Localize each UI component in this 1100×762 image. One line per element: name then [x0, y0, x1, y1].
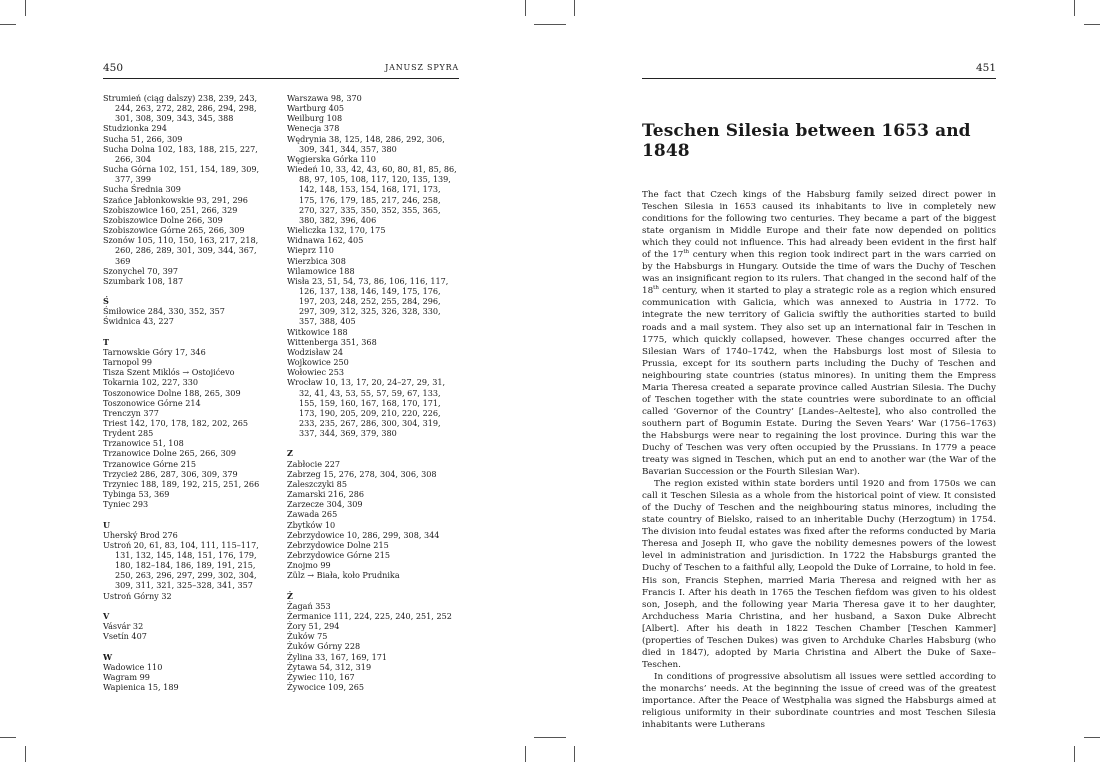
- index-gap: [103, 601, 273, 611]
- paragraph-text: The region existed within state borders until 1920 and from 1750s we can call it Teschen Silesia as a whole from the historical point of view. It consisted of the Duchy of Teschen and the neighbouring status minores, including the state country of Bielsko, raised to an inheritable Duchy (Herzogtum) in 1754. The division into feudal estates was fixed after the reforms conducted by Maria Theresa and Joseph II, who gave the nobility demesnes powers of the lowest level in administration and jurisdiction. In 1722 the Habsburgs granted the Duchy of Teschen to a faithful ally, Leopold the Duke of Lorraine, to hold in fee. His son, Francis Stephen, married Maria Theresa and reigned with her as Francis I. After his death in 1765 the Teschen fiefdom was given to his oldest son, Joseph, and the following year Maria Theresa gave it to her daughter, Archduchess Maria Christina, and her husband, a Saxon Duke Albrecht [Albert]. After his death in 1822 Teschen Chamber [Teschen Kammer] (properties of Teschen Dukes) was given to Archduke Charles Habsburg (who died in 1847), adopted by Maria Christina and Albert the Duke of Saxe–Teschen.: [642, 479, 996, 670]
- index-entry: Vásvár 32: [103, 621, 144, 632]
- index-entry: Tarnopol 99: [103, 357, 153, 368]
- index-entry: Szobiszowice 160, 251, 266, 329: [103, 204, 238, 215]
- index-letter-heading: W: [103, 651, 113, 662]
- crop-mark: [0, 24, 16, 25]
- index-entry: Wojkowice 250: [287, 357, 349, 368]
- index-entry: Trzyniec 188, 189, 192, 215, 251, 266: [103, 478, 260, 489]
- index-entry: Szonychel 70, 397: [103, 265, 179, 276]
- index-entry: Tyniec 293: [103, 499, 149, 510]
- index-entry: Trzycież 286, 287, 306, 309, 379: [103, 468, 238, 479]
- index-entry: Świdnica 43, 227: [103, 316, 174, 327]
- index-gap: [103, 641, 273, 651]
- body-paragraph: [642, 671, 996, 731]
- index-entry: Żylina 33, 167, 169, 171: [287, 651, 388, 662]
- index-entry: Żywiec 110, 167: [287, 671, 355, 682]
- index-entry: Wisła 23, 51, 54, 73, 86, 106, 116, 117, 126, 137, 138, 146, 149, 175, 176, 197, 203, 248, 252, 255, 284, 296, 297, 309, 312, 325, 326, 328, 330, 357, 388, 405: [287, 275, 449, 327]
- index-entry: Trzanowice Dolne 265, 266, 309: [103, 448, 237, 459]
- crop-mark: [1074, 746, 1075, 762]
- index-entry: Żuków Górny 228: [287, 641, 361, 652]
- index-entry: Witkowice 188: [287, 326, 348, 337]
- index-entry: Węgierska Górka 110: [287, 153, 376, 164]
- index-entry: Wittenberga 351, 368: [287, 336, 377, 347]
- index-column-2: [287, 93, 459, 692]
- index-entry: Zamarski 216, 286: [287, 489, 365, 500]
- index-entry: Ustroń 20, 61, 83, 104, 111, 115–117, 131, 132, 145, 148, 151, 176, 179, 180, 182–184, 186, 189, 191, 215, 250, 263, 296, 297, 299, 302, 304, 309, 311, 321, 325–328, 341, 357: [103, 539, 259, 591]
- index-entry: Wagram 99: [103, 671, 150, 682]
- paragraph-text: The fact that Czech kings of the Habsburg family seized direct power in Teschen Silesia in 1653 caused its inhabitants to live in completely new conditions for the following two centuries. They became a part of the biggest state organism in Middle Europe and their fate now depended on politics which they could not influence. This had already been evident in the first half of the 17: [642, 190, 996, 261]
- crop-mark: [525, 0, 526, 16]
- index-entry: Zebrzydowice Górne 215: [287, 550, 390, 561]
- index-entry: Zülz → Biała, koło Prudnika: [287, 570, 400, 581]
- left-page-header-area: [103, 62, 459, 79]
- index-entry: Wapienica 15, 189: [103, 681, 179, 692]
- chapter-title: Teschen Silesia between 1653 and 1848: [642, 121, 971, 161]
- index-entry: Toszonowice Górne 214: [103, 397, 201, 408]
- index-entry: Tisza Szent Miklós → Ostojićevo: [103, 367, 235, 378]
- index-entry: Żagań 353: [287, 600, 331, 611]
- index-letter-heading: Z: [287, 448, 293, 459]
- index-entry: Zaleszczyki 85: [287, 478, 347, 489]
- index-letter-heading: V: [103, 610, 110, 621]
- index-entry: Zabłocie 227: [287, 458, 341, 469]
- index-gap: [103, 286, 273, 296]
- index-entry: Strumień (ciąg dalszy) 238, 239, 243, 244, 263, 272, 282, 286, 294, 298, 301, 308, 309, 343, 345, 388: [103, 93, 258, 124]
- index-entry: Wenecja 378: [287, 123, 340, 134]
- index-entry: Ustroń Górny 32: [103, 590, 172, 601]
- index-entry: Sucha Dolna 102, 183, 188, 215, 227, 266, 304: [103, 143, 258, 164]
- page-number-right: 451: [975, 62, 996, 74]
- index-entry: Żywocice 109, 265: [287, 682, 365, 693]
- index-entry: Śmiłowice 284, 330, 352, 357: [103, 306, 225, 317]
- index-gap: [103, 509, 273, 519]
- index-entry: Żytawa 54, 312, 319: [287, 661, 372, 672]
- index-entry: Zarzecze 304, 309: [287, 499, 363, 510]
- index-entry: Żory 51, 294: [287, 621, 340, 632]
- index-entry: Trzanowice 51, 108: [103, 438, 184, 449]
- index-entry: Szonów 105, 110, 150, 163, 217, 218, 260, 286, 289, 301, 309, 344, 367, 369: [103, 235, 259, 266]
- index-entry: Zebrzydowice 10, 286, 299, 308, 344: [287, 529, 440, 540]
- crop-mark: [0, 737, 16, 738]
- body-paragraph: [642, 189, 996, 478]
- paragraph-text: In conditions of progressive absolutism all issues were settled according to the monarchs’ needs. At the beginning the issue of creed was of the greatest importance. After the Peace of Westphalia was signed the Habsburgs aimed at religious uniformity in their subordinate countries and most Teschen Silesia inhabitants were Lutherans: [642, 671, 996, 731]
- index-entry: Zabrzeg 15, 276, 278, 304, 306, 308: [287, 468, 437, 479]
- index-entry: Trydent 285: [103, 428, 154, 439]
- index-entry: Wieliczka 132, 170, 175: [287, 225, 386, 236]
- crop-mark: [534, 737, 566, 738]
- crop-mark: [1084, 24, 1100, 25]
- index-letter-heading: T: [103, 336, 110, 347]
- index-entry: Wędrynia 38, 125, 148, 286, 292, 306, 309, 341, 344, 357, 380: [287, 133, 445, 154]
- index-entry: Tybinga 53, 369: [103, 489, 170, 500]
- index-entry: Wrocław 10, 13, 17, 20, 24–27, 29, 31, 32, 41, 43, 53, 55, 57, 59, 67, 133, 155, 159, 160, 167, 168, 170, 171, 173, 190, 205, 209, 210, 220, 226, 233, 235, 267, 286, 300, 304, 319, 337, 344, 369, 379, 380: [287, 377, 446, 439]
- index-entry: Wiedeń 10, 33, 42, 43, 60, 80, 81, 85, 86, 88, 97, 105, 108, 117, 120, 135, 139, 142, 148, 153, 154, 168, 171, 173, 175, 176, 179, 185, 217, 246, 258, 270, 327, 335, 350, 352, 355, 365, 380, 382, 396, 406: [287, 164, 457, 225]
- superscript: th: [653, 285, 659, 292]
- index-entry: Trzanowice Górne 215: [103, 458, 197, 469]
- index-entry: Żuków 75: [287, 631, 328, 642]
- index-entry: Wilamowice 188: [287, 265, 355, 276]
- index-entry: Trenczyn 377: [103, 407, 159, 418]
- index-entry: Toszonowice Dolne 188, 265, 309: [103, 387, 241, 398]
- index-letter-heading: Ż: [287, 590, 293, 601]
- index-entry: Sucha 51, 266, 309: [103, 133, 183, 144]
- index-entry: Szumbark 108, 187: [103, 275, 184, 286]
- index-entry: Znojmo 99: [287, 560, 331, 571]
- index-entry: Vsetín 407: [103, 631, 147, 642]
- index-entry: Widnawa 162, 405: [287, 235, 364, 246]
- left-page-header: [103, 62, 459, 79]
- index-entry: Uherský Brod 276: [103, 529, 178, 540]
- index-entry: Weilburg 108: [287, 113, 343, 124]
- index-entry: Wieprz 110: [287, 245, 334, 256]
- index-gap: [287, 580, 459, 590]
- right-page-header: [642, 62, 996, 79]
- crop-mark: [525, 746, 526, 762]
- index-entry: Wierzbica 308: [287, 255, 346, 266]
- crop-mark: [1074, 0, 1075, 16]
- crop-mark: [1084, 737, 1100, 738]
- index-entry: Zawada 265: [287, 509, 338, 520]
- index-entry: Triest 142, 170, 178, 182, 202, 265: [103, 417, 249, 428]
- crop-mark: [574, 0, 575, 16]
- paragraph-text: century, when it started to play a strategic role as a region which ensured communication with Galicia, which was annexed to Austria in 1772. To integrate the new territory of Galicia swiftly the authorities started to build roads and a mail system. They also set up an international fair in Teschen in 1775, which quickly collapsed, however. These changes occurred after the Silesian Wars of 1740–1742, when the Habsburgs lost most of Silesia to Prussia, except for its southern parts including the Duchy of Teschen and neighbouring state countries (status minores). In uniting them the Empress Maria Theresa created a separate province called Austrian Silesia. The Duchy of Teschen together with the state countries were subordinate to an official called ‘Governor of the Country’ [Landes–Aelteste], who also controlled the southern part of Bogumin Estate. During the Seven Years’ War (1756–1763) the Habsburgs were near to regaining the lost province. During this war the Duchy of Teschen was very often occupied by the Prussians. In 1779 a peace treaty was signed in Teschen, which put an end to another war (the War of the Bavarian Succession or the Fourth Silesian War).: [642, 286, 996, 478]
- index-entry: Sucha Średnia 309: [103, 184, 181, 195]
- index-entry: Tokarnia 102, 227, 330: [103, 377, 199, 388]
- index-entry: Wodzisław 24: [287, 346, 344, 357]
- index-column-1: [103, 93, 273, 692]
- index-letter-heading: Ś: [103, 296, 109, 307]
- index-gap: [103, 327, 273, 337]
- index-entry: Zbytków 10: [287, 519, 336, 530]
- running-head: JANUSZ SPYRA: [385, 63, 459, 72]
- right-page-header-area: [642, 62, 996, 79]
- body-paragraph: [642, 478, 996, 671]
- index-entry: Wołowiec 253: [287, 367, 344, 378]
- index-entry: Wartburg 405: [287, 103, 345, 114]
- page-number-left: 450: [103, 62, 124, 74]
- index-entry: Zebrzydowice Dolne 215: [287, 539, 389, 550]
- index-entry: Szobiszowice Górne 265, 266, 309: [103, 225, 245, 236]
- index-entry: Szańce Jabłonkowskie 93, 291, 296: [103, 194, 248, 205]
- index-entry: Tarnowskie Góry 17, 346: [103, 346, 206, 357]
- index-gap: [287, 438, 459, 448]
- crop-mark: [574, 746, 575, 762]
- body-text: [642, 189, 996, 731]
- paragraph-text: century when this region took indirect part in the wars carried on by the Habsburgs in Hungary. Outside the time of wars the Duchy of Teschen was an insignificant region to its rulers. That changed in the second half of the 18: [642, 250, 996, 297]
- index-entry: Szobiszowice Dolne 266, 309: [103, 214, 223, 225]
- index-entry: Studzionka 294: [103, 123, 167, 134]
- index-letter-heading: U: [103, 519, 111, 530]
- crop-mark: [25, 0, 26, 16]
- crop-mark: [534, 24, 566, 25]
- index-entry: Warszawa 98, 370: [287, 93, 362, 103]
- index-entry: Żermanice 111, 224, 225, 240, 251, 252: [287, 610, 452, 621]
- index-entry: Sucha Górna 102, 151, 154, 189, 309, 377, 399: [103, 164, 260, 185]
- crop-mark: [25, 746, 26, 762]
- index-entry: Wadowice 110: [103, 661, 163, 672]
- superscript: th: [683, 249, 690, 256]
